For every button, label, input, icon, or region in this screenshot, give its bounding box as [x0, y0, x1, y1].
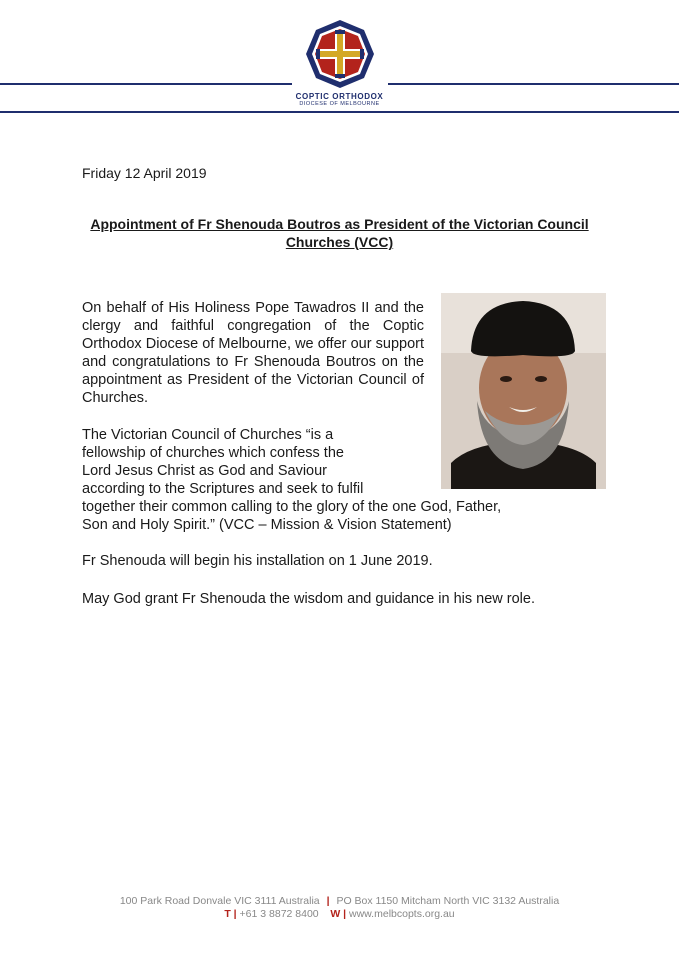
paragraph-intro: On behalf of His Holiness Pope Tawadros II and the clergy and faithful congregation of the Coptic Orthodox Diocese of Melbourne, we offer our support and congratulations to Fr Shenouda Boutros on the appointment as President of the Victorian Council of Churches.	[82, 300, 424, 406]
footer-web-label: W |	[330, 908, 347, 920]
letterhead	[0, 0, 679, 120]
coptic-cross-logo-icon	[302, 18, 378, 94]
footer-address-line	[0, 895, 679, 907]
header-rule-bottom	[0, 111, 679, 113]
letter-title: Appointment of Fr Shenouda Boutros as President of the Victorian Council Churches (VCC)	[90, 216, 589, 250]
vcc-quote-line-3: Lord Jesus Christ as God and Saviour	[82, 463, 328, 479]
vcc-quote-line-2: fellowship of churches which confess the	[82, 445, 344, 461]
footer-tel: +61 3 8872 8400	[239, 908, 319, 920]
org-subtitle: DIOCESE OF MELBOURNE	[299, 101, 380, 107]
paragraph-blessing: May God grant Fr Shenouda the wisdom and guidance in his new role.	[82, 591, 535, 607]
footer-contact-line	[0, 908, 679, 920]
letter-date: Friday 12 April 2019	[82, 165, 207, 181]
paragraph-vcc-quote	[82, 426, 582, 534]
footer-po-box: PO Box 1150 Mitcham North VIC 3132 Australia	[336, 895, 560, 907]
paragraph-installation: Fr Shenouda will begin his installation on 1 June 2019.	[82, 553, 433, 569]
vcc-quote-line-6: Son and Holy Spirit.” (VCC – Mission & Vision Statement)	[82, 517, 452, 533]
vcc-quote-line-5: together their common calling to the glory of the one God, Father,	[82, 499, 502, 515]
footer-web-link[interactable]: www.melbcopts.org.au	[349, 908, 455, 920]
vcc-quote-line-1: The Victorian Council of Churches “is a	[82, 427, 334, 443]
footer-tel-label: T |	[224, 908, 237, 920]
footer-separator: |	[326, 895, 330, 907]
org-name: COPTIC ORTHODOX	[295, 92, 384, 101]
vcc-quote-line-4: according to the Scriptures and seek to fulfil	[82, 481, 364, 497]
footer-address: 100 Park Road Donvale VIC 3111 Australia	[119, 895, 320, 907]
